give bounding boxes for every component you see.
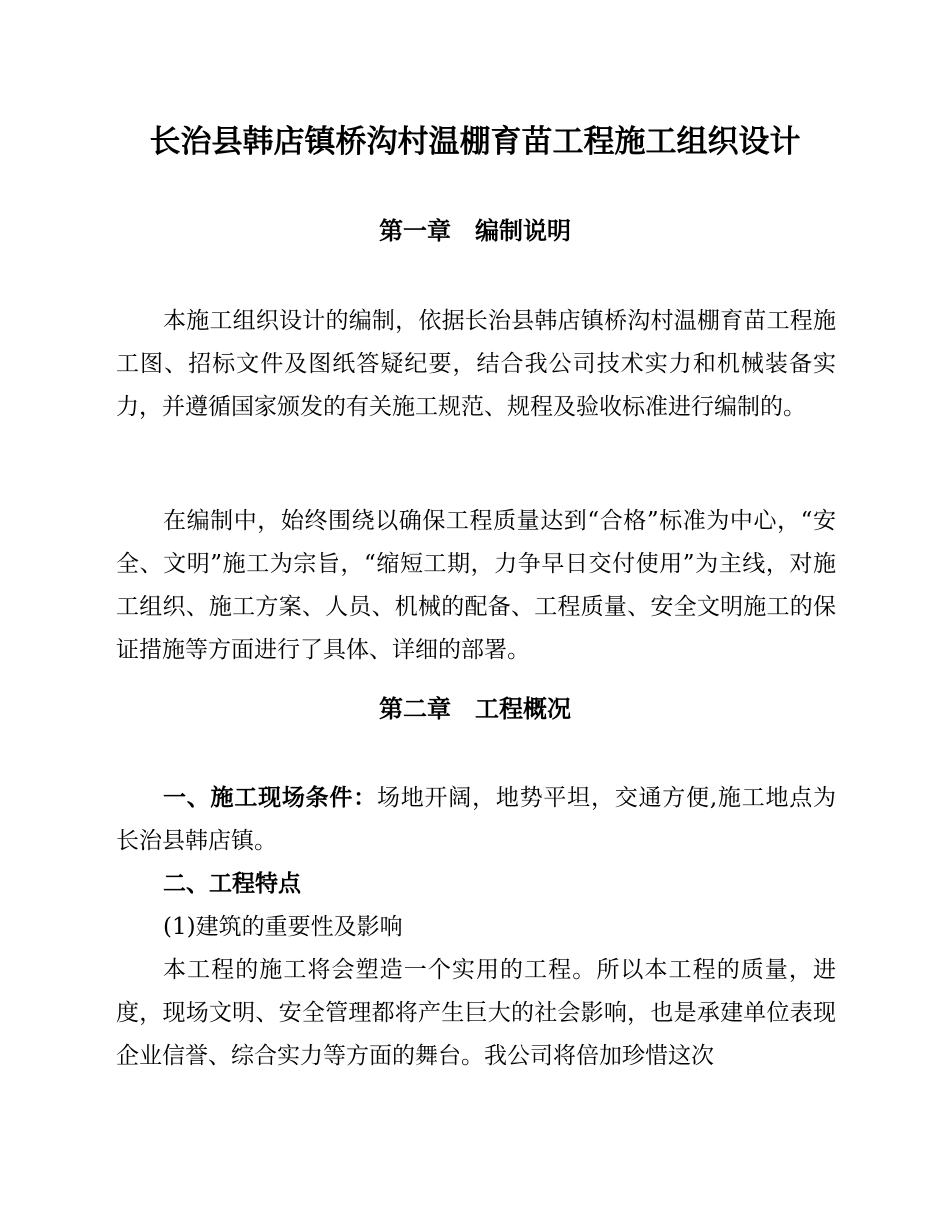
chapter-1-heading: 第一章 编制说明 — [379, 217, 571, 245]
project-features-heading: 二、工程特点 — [163, 871, 301, 897]
importance-subheading: (1)建筑的重要性及影响 — [163, 914, 403, 940]
site-conditions-text: 场地开阔，地势平坦，交通方便,施工地点为长治县韩店镇。 — [116, 785, 837, 854]
importance-paragraph: 本工程的施工将会塑造一个实用的工程。所以本工程的质量，进度，现场文明、安全管理都将产生巨大的社会影响，也是承建单位表现企业信誉、综合实力等方面的舞台。我公司将倍加珍惜这次 — [116, 957, 836, 1069]
site-conditions-label: 一、施工现场条件： — [163, 785, 377, 811]
chapter-1-paragraph-2: 在编制中，始终围绕以确保工程质量达到“合格”标准为中心，“安全、文明”施工为宗旨，“缩短工期，力争早日交付使用”为主线，对施工组织、施工方案、人员、机械的配备、工程质量、安全文明施工的保证措施等方面进行了具体、详细的部署。 — [116, 508, 836, 663]
document-title: 长治县韩店镇桥沟村温棚育苗工程施工组织设计 — [149, 124, 801, 160]
chapter-2-heading: 第二章 工程概况 — [379, 695, 571, 723]
chapter-1-paragraph-1: 本施工组织设计的编制，依据长治县韩店镇桥沟村温棚育苗工程施工图、招标文件及图纸答疑纪要，结合我公司技术实力和机械装备实力，并遵循国家颁发的有关施工规范、规程及验收标准进行编制的。 — [116, 308, 836, 420]
site-conditions-paragraph — [116, 777, 836, 863]
